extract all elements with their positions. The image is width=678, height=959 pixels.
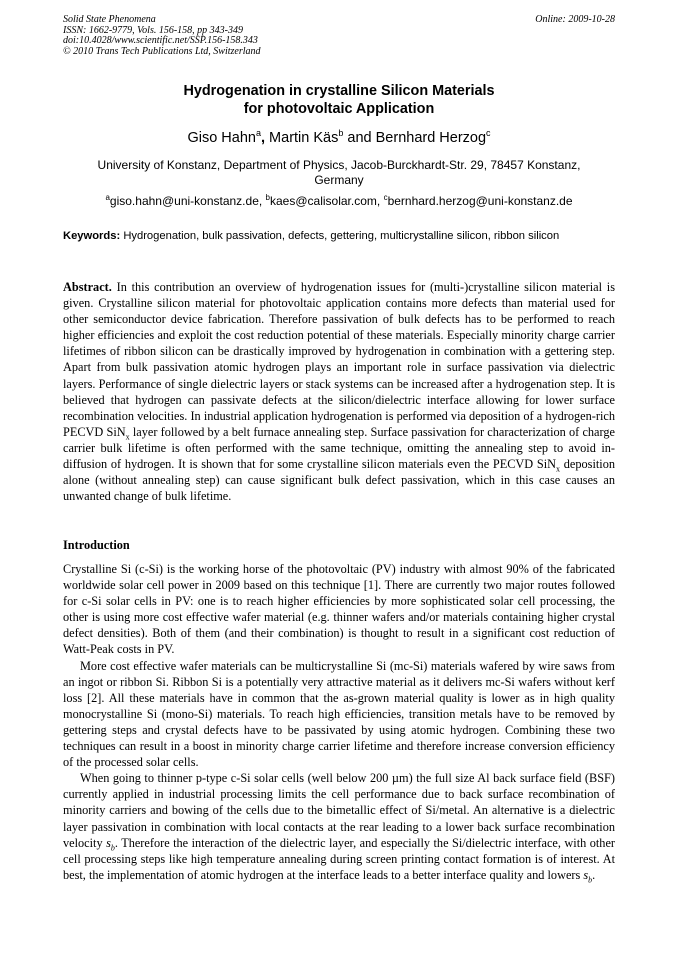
author-3-mark: c: [486, 128, 491, 139]
abstract-paragraph: [63, 279, 615, 504]
introduction-body: [63, 561, 615, 883]
symbol-sb-2: s: [583, 867, 589, 882]
intro-paragraph-1: Crystalline Si (c-Si) is the working horse of the photovoltaic (PV) industry with almost 90% of the fabricated worldwide solar cell power in 2009 based on this technique [1]. There are currently two major routes followed for c-Si solar cells in PV: one is to reach higher efficiencies by more sophisticated solar cell processing, the other is using more cost effective wafer material (e.g. thinner wafers and/or materials containing higher crystal defect densities). Both of them (and their combination) is thought to result in a significant cost reduction of Watt-Peak costs in PV.: [63, 562, 615, 657]
email-list: [63, 194, 615, 208]
abstract: [63, 279, 615, 504]
journal-name: Solid State Phenomena: [63, 14, 156, 25]
abstract-label: Abstract.: [63, 280, 112, 294]
email-2-mark: b: [265, 193, 270, 202]
keywords-text: Hydrogenation, bulk passivation, defects, gettering, multicrystalline silicon, ribbon silicon: [123, 230, 560, 242]
online-date: Online: 2009-10-28: [535, 14, 615, 25]
author-1-mark: a: [255, 128, 261, 139]
intro-p3-text-2: . Therefore the interaction of the dielectric layer, and especially the Si/dielectric interface, with other cell processing steps like high temperature annealing during screen printing contact formation is of interest. At best, the implementation of atomic hydrogen at the interface leads to a better interface quality and lowers: [63, 835, 615, 882]
affiliation-line-2: Germany: [314, 173, 364, 187]
symbol-sb-2-subscript: b: [588, 875, 593, 885]
email-1-mark: a: [105, 193, 110, 202]
symbol-sb-1: s: [106, 835, 111, 850]
author-1: Giso Hahn: [187, 130, 256, 146]
author-3: Bernhard Herzog: [375, 130, 487, 146]
abstract-subscript-2: x: [556, 464, 561, 474]
journal-doi: doi:10.4028/www.scientific.net/SSP.156-158.343: [63, 35, 258, 47]
email-3: bernhard.herzog@uni-konstanz.de: [387, 194, 573, 208]
intro-paragraph-2: More cost effective wafer materials can be multicrystalline Si (mc-Si) materials wafered by wire saws from an ingot or ribbon Si. Ribbon Si is a potentially very attractive material as it delivers mc-Si wafers without kerf loss [2]. All these materials have in common that the as-grown material quality is lower as in high quality monocrystalline Si (mono-Si) materials. To reach high efficiencies, transition metals have to be removed by gettering steps and crystal defects have to be passivated by using atomic hydrogen. Combining these two techniques can result in a boost in minority charge carrier lifetime and therefore increase conversion efficiency of the processed solar cells.: [63, 658, 615, 770]
symbol-sb-1-subscript: b: [110, 843, 115, 853]
title-line-2: for photovoltaic Application: [243, 101, 435, 117]
paper-title: [63, 82, 615, 118]
affiliation: [63, 158, 615, 188]
author-list: [63, 129, 615, 147]
intro-p3-text-1: When going to thinner p-type c-Si solar cells (well below 200 µm) the full size Al back surface field (BSF) currently applied in industrial processing limits the cell performance due to back surface recombination of minority carriers and bowing of the cells due to the bimetallic effect of Si/metal. An alternative is a dielectric layer passivation in combination with local contacts at the rear leading to a lower back surface recombination velocity: [63, 771, 615, 850]
author-2: Martin Käs: [269, 130, 339, 146]
intro-paragraph-3: [63, 770, 615, 883]
keywords-label: Keywords:: [63, 230, 121, 242]
title-line-1: Hydrogenation in crystalline Silicon Materials: [183, 83, 495, 99]
author-2-mark: b: [338, 128, 344, 139]
abstract-text-2: layer followed by a belt furnace annealing step. Surface passivation for characterization of charge carrier bulk lifetime is often performed with the same technique, omitting the annealing step to avoid in-diffusion of hydrogen. It is shown that for some crystalline silicon materials even the PECVD SiN: [63, 424, 615, 472]
abstract-text-1: In this contribution an overview of hydrogenation issues for (multi-)crystalline silicon material is given. Crystalline silicon material for photovoltaic application contains more defects than material used for other semiconductor device fabrication. Therefore passivation of bulk defects has to be performed to reach higher efficiencies and exploit the cost reduction potential of these materials. Especially minority charge carrier lifetimes of ribbon silicon can be drastically improved by hydrogenation in combination with a gettering step. Apart from bulk passivation atomic hydrogen plays an important role in surface passivation via dielectric layers. Performance of single dielectric layers or stack systems can be increased after a hydrogenation step. It is believed that hydrogen can passivate defects at the silicon/dielectric interface allowing for lower surface recombination velocities. In industrial application hydrogenation is performed via deposition of a hydrogen-rich PECVD SiN: [63, 280, 615, 439]
keywords: [63, 229, 615, 243]
journal-header: [63, 15, 615, 57]
email-2: kaes@calisolar.com,: [270, 194, 384, 208]
journal-issn: ISSN: 1662-9779, Vols. 156-158, pp 343-349: [63, 24, 243, 36]
journal-copyright: © 2010 Trans Tech Publications Ltd, Switzerland: [63, 45, 261, 57]
email-3-mark: c: [383, 193, 388, 202]
intro-p3-text-3: .: [592, 867, 596, 882]
abstract-text-3: deposition alone (without annealing step) can cause significant bulk defect passivation, which in this case causes an unwanted change of bulk lifetime.: [63, 457, 616, 504]
affiliation-line-1: University of Konstanz, Department of Physics, Jacob-Burckhardt-Str. 29, 78457 Konstanz,: [97, 158, 581, 172]
author-separator-2: and: [343, 130, 376, 146]
email-1: giso.hahn@uni-konstanz.de,: [109, 194, 266, 208]
section-heading-introduction: Introduction: [63, 538, 130, 552]
abstract-subscript-1: x: [125, 432, 130, 442]
author-separator-1: ,: [260, 130, 270, 146]
